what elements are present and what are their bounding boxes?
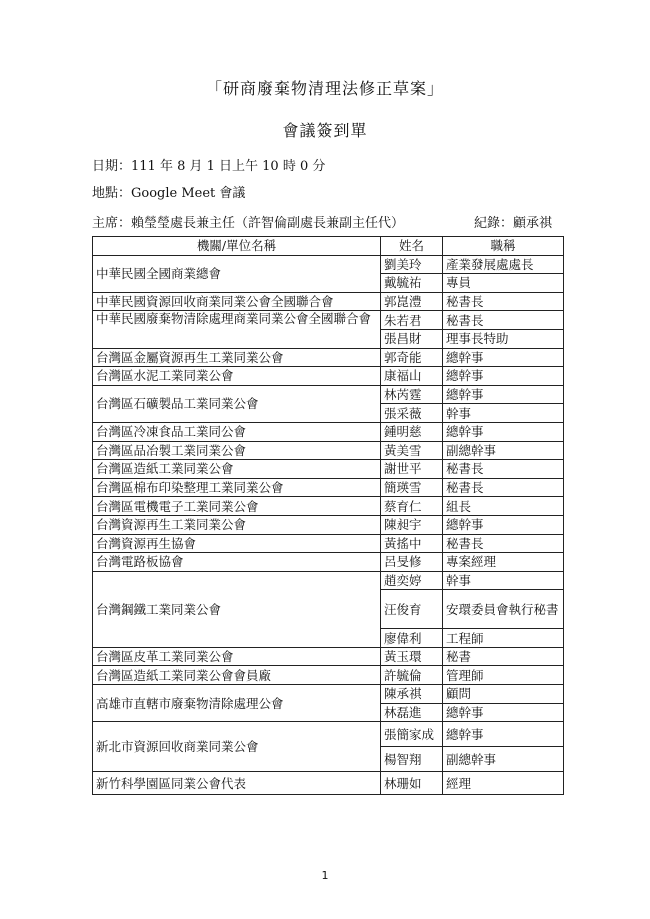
header-name: 姓名	[381, 237, 443, 256]
org-cell: 高雄市直轄市廢棄物清除處理公會	[93, 685, 381, 722]
name-cell: 張昌財	[381, 329, 443, 348]
document-subtitle: 會議簽到單	[282, 121, 368, 140]
title-cell: 總幹事	[443, 703, 564, 722]
table-row	[93, 348, 564, 367]
meeting-place: 地點：Google Meet 會議	[92, 186, 246, 201]
title-cell: 專員	[443, 274, 564, 293]
table-row	[93, 515, 564, 534]
name-cell: 汪俊育	[381, 590, 443, 629]
org-cell: 台灣電路板協會	[93, 553, 381, 572]
meeting-recorder: 紀錄：顧承祺	[474, 216, 553, 231]
table-row	[93, 497, 564, 516]
name-cell: 張采薇	[381, 404, 443, 423]
title-cell: 秘書	[443, 647, 564, 666]
title-cell: 專案經理	[443, 553, 564, 572]
title-cell: 秘書長	[443, 292, 564, 311]
name-cell: 康福山	[381, 367, 443, 386]
table-row	[93, 367, 564, 386]
table-row	[93, 478, 564, 497]
org-cell: 中華民國全國商業總會	[93, 255, 381, 292]
org-cell: 台灣區水泥工業同業公會	[93, 367, 381, 386]
org-cell: 中華民國資源回收商業同業公會全國聯合會	[93, 292, 381, 311]
table-row	[93, 647, 564, 666]
table-row	[93, 385, 564, 404]
title-cell: 秘書長	[443, 460, 564, 479]
title-cell: 總幹事	[443, 385, 564, 404]
org-cell: 中華民國廢棄物清除處理商業同業公會全國聯合會	[93, 311, 381, 348]
table-row	[93, 255, 564, 274]
table-row	[93, 685, 564, 704]
org-cell: 台灣區石礦製品工業同業公會	[93, 385, 381, 422]
org-cell: 台灣鋼鐵工業同業公會	[93, 571, 381, 647]
title-cell: 秘書長	[443, 311, 564, 330]
name-cell: 林珊如	[381, 772, 443, 795]
name-cell: 蔡育仁	[381, 497, 443, 516]
name-cell: 簡瑛雪	[381, 478, 443, 497]
org-cell: 台灣區金屬資源再生工業同業公會	[93, 348, 381, 367]
table-row	[93, 311, 564, 330]
table-header-row	[93, 237, 564, 256]
title-cell: 秘書長	[443, 478, 564, 497]
org-cell: 台灣區皮革工業同業公會	[93, 647, 381, 666]
table-row	[93, 441, 564, 460]
name-cell: 劉美玲	[381, 255, 443, 274]
title-cell: 管理師	[443, 666, 564, 685]
title-cell: 顧問	[443, 685, 564, 704]
org-cell: 台灣區電機電子工業同業公會	[93, 497, 381, 516]
page-number: 1	[321, 869, 329, 882]
header-title: 職稱	[443, 237, 564, 256]
title-cell: 秘書長	[443, 534, 564, 553]
name-cell: 林芮霆	[381, 385, 443, 404]
name-cell: 林磊進	[381, 703, 443, 722]
title-cell: 副總幹事	[443, 441, 564, 460]
name-cell: 陳昶宇	[381, 515, 443, 534]
name-cell: 呂旻修	[381, 553, 443, 572]
org-cell: 台灣區冷凍食品工業同公會	[93, 422, 381, 441]
org-cell: 台灣資源再生協會	[93, 534, 381, 553]
name-cell: 黃玉環	[381, 647, 443, 666]
title-cell: 安環委員會執行秘書	[443, 590, 564, 629]
header-org: 機關/單位名稱	[93, 237, 381, 256]
table-row	[93, 553, 564, 572]
title-cell: 總幹事	[443, 348, 564, 367]
meeting-chair: 主席：賴瑩瑩處長兼主任（許智倫副處長兼副主任代）	[92, 216, 405, 231]
name-cell: 黃搖中	[381, 534, 443, 553]
title-cell: 總幹事	[443, 722, 564, 747]
org-cell: 新竹科學園區同業公會代表	[93, 772, 381, 795]
org-cell: 台灣區棉布印染整理工業同業公會	[93, 478, 381, 497]
name-cell: 廖偉利	[381, 629, 443, 648]
title-cell: 工程師	[443, 629, 564, 648]
org-cell: 台灣區造紙工業同業公會	[93, 460, 381, 479]
name-cell: 謝世平	[381, 460, 443, 479]
name-cell: 黃美雪	[381, 441, 443, 460]
title-cell: 副總幹事	[443, 747, 564, 772]
title-cell: 組長	[443, 497, 564, 516]
name-cell: 郭崑澧	[381, 292, 443, 311]
meeting-date: 日期：111 年 8 月 1 日上午 10 時 0 分	[92, 159, 326, 174]
org-cell: 台灣資源再生工業同業公會	[93, 515, 381, 534]
table-row	[93, 772, 564, 795]
title-cell: 產業發展處處長	[443, 255, 564, 274]
sign-in-table	[92, 236, 564, 795]
name-cell: 趙奕婷	[381, 571, 443, 590]
table-row	[93, 422, 564, 441]
name-cell: 戴毓祐	[381, 274, 443, 293]
title-cell: 幹事	[443, 404, 564, 423]
title-cell: 總幹事	[443, 515, 564, 534]
table-row	[93, 571, 564, 590]
document-title: 「研商廢棄物清理法修正草案」	[205, 79, 444, 98]
org-cell: 台灣區造紙工業同業公會會員廠	[93, 666, 381, 685]
name-cell: 郭奇能	[381, 348, 443, 367]
title-cell: 經理	[443, 772, 564, 795]
name-cell: 鍾明慈	[381, 422, 443, 441]
title-cell: 總幹事	[443, 367, 564, 386]
name-cell: 楊智翔	[381, 747, 443, 772]
title-cell: 總幹事	[443, 422, 564, 441]
org-cell: 新北市資源回收商業同業公會	[93, 722, 381, 772]
table-row	[93, 722, 564, 747]
title-cell: 理事長特助	[443, 329, 564, 348]
name-cell: 許毓倫	[381, 666, 443, 685]
org-cell: 台灣區品冶製工業同業公會	[93, 441, 381, 460]
table-row	[93, 292, 564, 311]
table-row	[93, 460, 564, 479]
title-cell: 幹事	[443, 571, 564, 590]
name-cell: 陳承祺	[381, 685, 443, 704]
name-cell: 張簡家成	[381, 722, 443, 747]
table-row	[93, 534, 564, 553]
table-row	[93, 666, 564, 685]
name-cell: 朱若君	[381, 311, 443, 330]
